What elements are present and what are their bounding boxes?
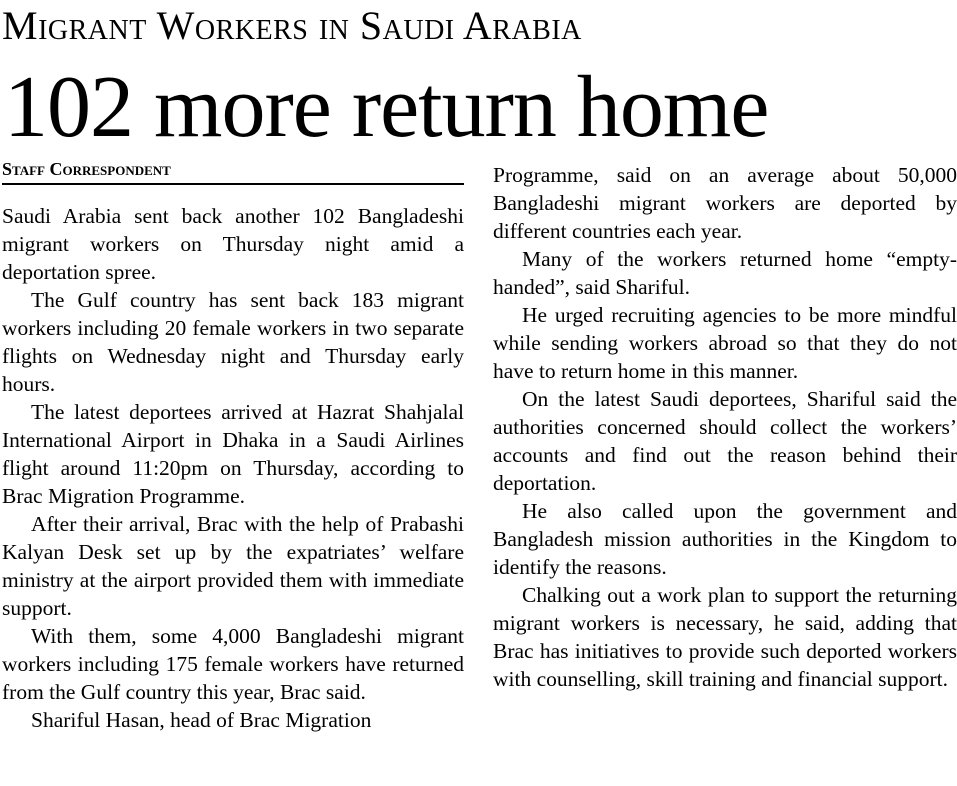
- paragraph: On the latest Saudi deportees, Shariful said the authorities concerned should collect the workers’ accounts and find out the reason behind their deportation.: [493, 387, 957, 495]
- paragraph: Chalking out a work plan to support the returning migrant workers is necessary, he said, adding that Brac has initiatives to provide such deported workers with counselling, skill training and financial support.: [493, 583, 957, 691]
- paragraph: Programme, said on an average about 50,000 Bangladeshi migrant workers are deported by different countries each year.: [493, 163, 957, 243]
- article-column-right: [493, 161, 957, 693]
- paragraph: Shariful Hasan, head of Brac Migration: [31, 708, 372, 732]
- byline: Staff Correspondent: [2, 157, 464, 185]
- paragraph: After their arrival, Brac with the help of Prabashi Kalyan Desk set up by the expatriates’ welfare ministry at the airport provided them with immediate support.: [2, 512, 464, 620]
- paragraph: The Gulf country has sent back 183 migrant workers including 20 female workers in two separate flights on Wednesday night and Thursday early hours.: [2, 288, 464, 396]
- paragraph: The latest deportees arrived at Hazrat Shahjalal International Airport in Dhaka in a Saudi Airlines flight around 11:20pm on Thursday, according to Brac Migration Programme.: [2, 400, 464, 508]
- section-kicker: Migrant Workers in Saudi Arabia: [2, 3, 582, 48]
- paragraph: Many of the workers returned home “empty-handed”, said Shariful.: [493, 247, 957, 299]
- paragraph: He urged recruiting agencies to be more mindful while sending workers abroad so that they do not have to return home in this manner.: [493, 303, 957, 383]
- paragraph: Saudi Arabia sent back another 102 Bangladeshi migrant workers on Thursday night amid a deportation spree.: [2, 204, 464, 284]
- headline: 102 more return home: [4, 59, 769, 156]
- article-column-left: [2, 202, 464, 734]
- paragraph: He also called upon the government and Bangladesh mission authorities in the Kingdom to identify the reasons.: [493, 499, 957, 579]
- paragraph: With them, some 4,000 Bangladeshi migrant workers including 175 female workers have returned from the Gulf country this year, Brac said.: [2, 624, 464, 704]
